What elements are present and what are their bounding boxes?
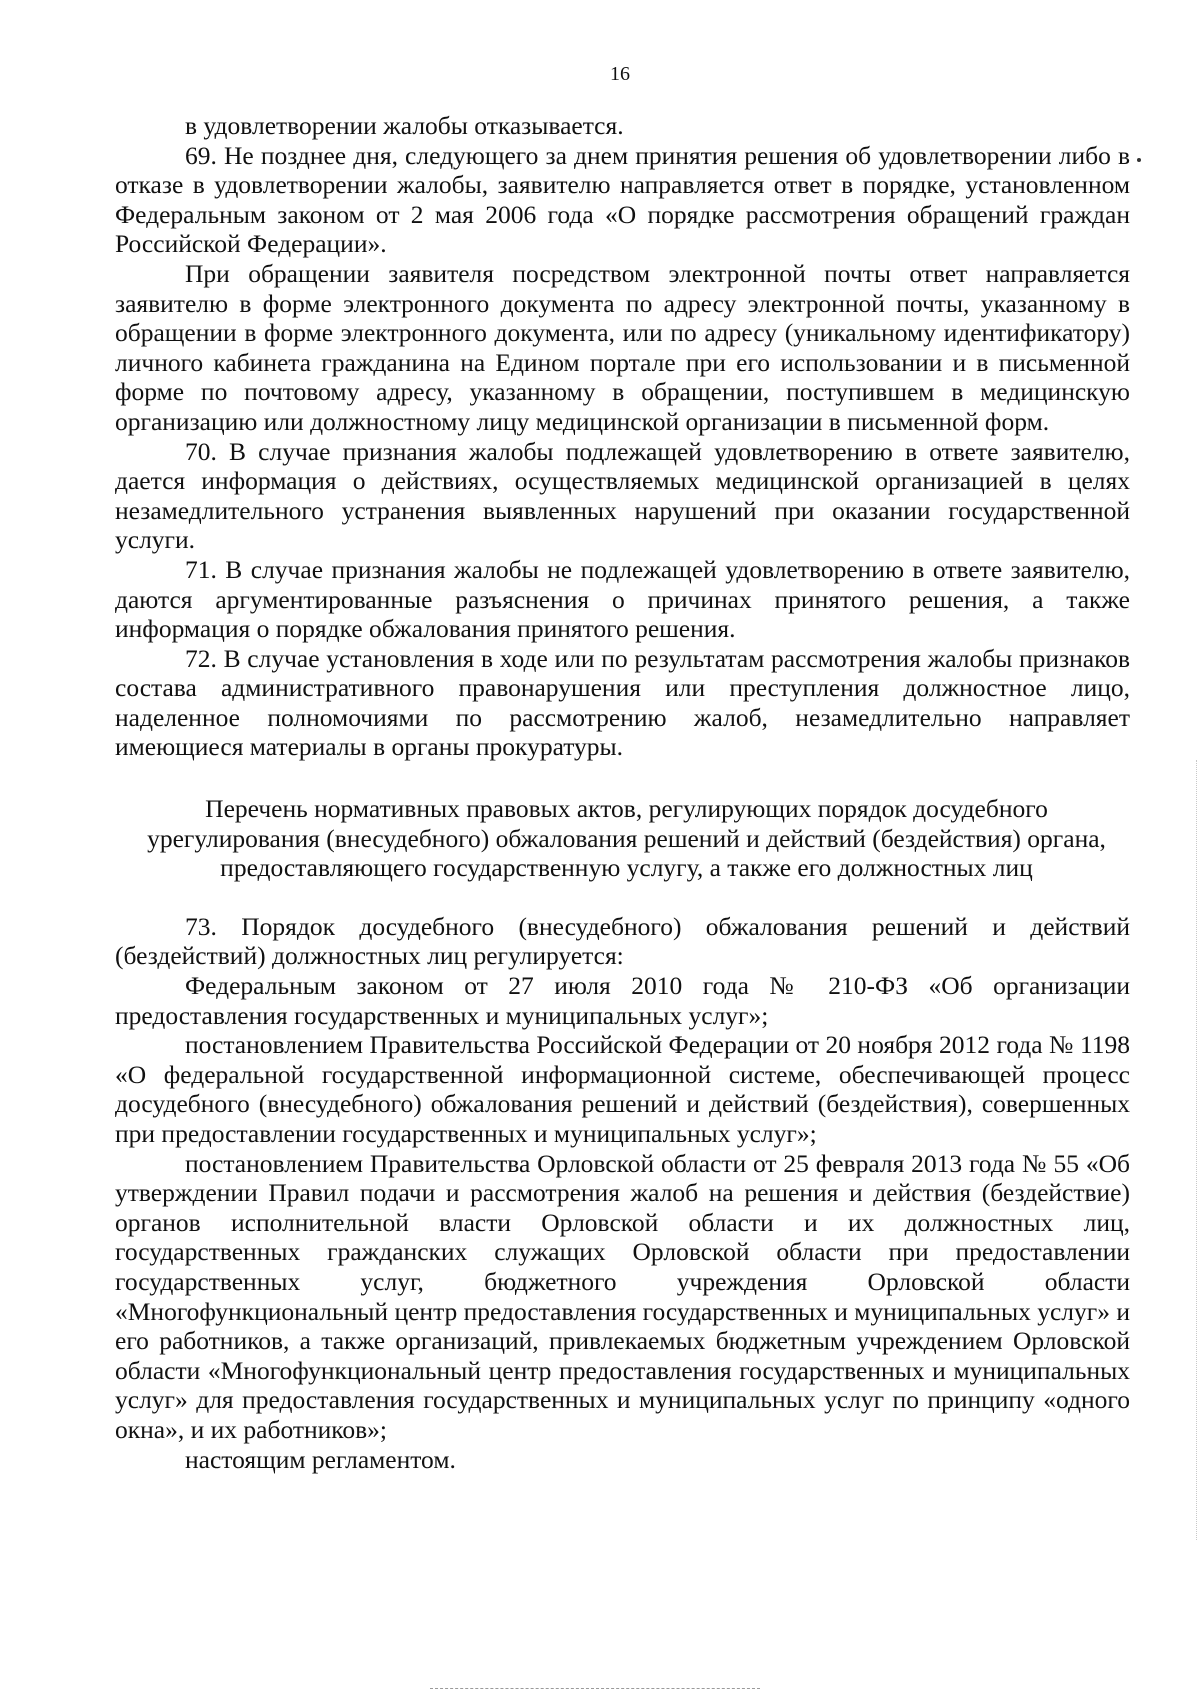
paragraph-69: 69. Не позднее дня, следующего за днем принятия решения об удовлетворении либо в отказе в удовлетворении жалобы, заявителю направляется ответ в порядке, установленном Федеральным законом от 2 мая 2006 года «О порядке рассмотрения обращений граждан Российской Федерации». — [115, 140, 1130, 259]
section-heading-line-2: урегулирования (внесудебного) обжалования решений и действий (бездействия) органа, — [147, 823, 1106, 853]
regulation-item-this-regulation: настоящим регламентом. — [185, 1444, 456, 1474]
section-heading-line-1: Перечень нормативных правовых актов, регулирующих порядок досудебного — [205, 794, 1048, 824]
page-number: 16 — [610, 63, 630, 85]
scan-edge-line — [1195, 760, 1197, 1540]
paragraph-continuation: в удовлетворении жалобы отказывается. — [185, 111, 624, 140]
paragraph-70: 70. В случае признания жалобы подлежащей удовлетворению в ответе заявителю, дается информация о действиях, осуществляемых медицинской организацией в целях незамедлительного устранения выявленных нарушений при оказании государственной услуги. — [115, 436, 1130, 555]
section-heading — [115, 794, 1130, 883]
paragraph-72: 72. В случае установления в ходе или по результатам рассмотрения жалобы признаков состава административного правонарушения или преступления должностное лицо, наделенное полномочиями по рассмотрению жалоб, незамедлительно направляет имеющиеся материалы в органы прокуратуры. — [115, 643, 1130, 762]
margin-mark — [1137, 158, 1141, 162]
paragraph-71: 71. В случае признания жалобы не подлежащей удовлетворению в ответе заявителю, даются аргументированные разъяснения о причинах принятого решения, а также информация о порядке обжалования принятого решения. — [115, 554, 1130, 644]
document-body — [115, 111, 1130, 1474]
section-heading-line-3: предоставляющего государственную услугу, а также его должностных лиц — [220, 853, 1033, 883]
paragraph-69-email: При обращении заявителя посредством электронной почты ответ направляется заявителю в форме электронного документа по адресу электронной почты, указанному в обращении в форме электронного документа, или по адресу (уникальному идентификатору) личного кабинета гражданина на Едином портале при его использовании и в письменной форме по почтовому адресу, указанному в обращении, поступившем в медицинскую организацию или должностному лицу медицинской организации в письменной форм. — [115, 258, 1130, 436]
paragraph-73: 73. Порядок досудебного (внесудебного) обжалования решений и действий (бездействий) должностных лиц регулируется: — [115, 911, 1130, 971]
regulation-item-government-decree: постановлением Правительства Российской Федерации от 20 ноября 2012 года № 1198 «О федеральной государственной информационной системе, обеспечивающей процесс досудебного (внесудебного) обжалования решений и действий (бездействия), совершенных при предоставлении государственных и муниципальных услуг»; — [115, 1030, 1130, 1148]
regulation-item-oryol-decree: постановлением Правительства Орловской области от 25 февраля 2013 года № 55 «Об утверждении Правил подачи и рассмотрения жалоб на решения и действия (бездействие) органов исполнительной власти Орловской области и их должностных лиц, государственных гражданских служащих Орловской области при предоставлении государственных услуг, бюджетного учреждения Орловской области «Многофункциональный центр предоставления государственных и муниципальных услуг» и его работников, а также организаций, привлекаемых бюджетным учреждением Орловской области «Многофункциональный центр предоставления государственных и муниципальных услуг» для предоставления государственных и муниципальных услуг по принципу «одного окна», и их работников»; — [115, 1148, 1130, 1444]
regulation-item-federal-law: Федеральным законом от 27 июля 2010 года № 210-ФЗ «Об организации предоставления государственных и муниципальных услуг»; — [115, 971, 1130, 1030]
bottom-divider — [430, 1688, 760, 1690]
